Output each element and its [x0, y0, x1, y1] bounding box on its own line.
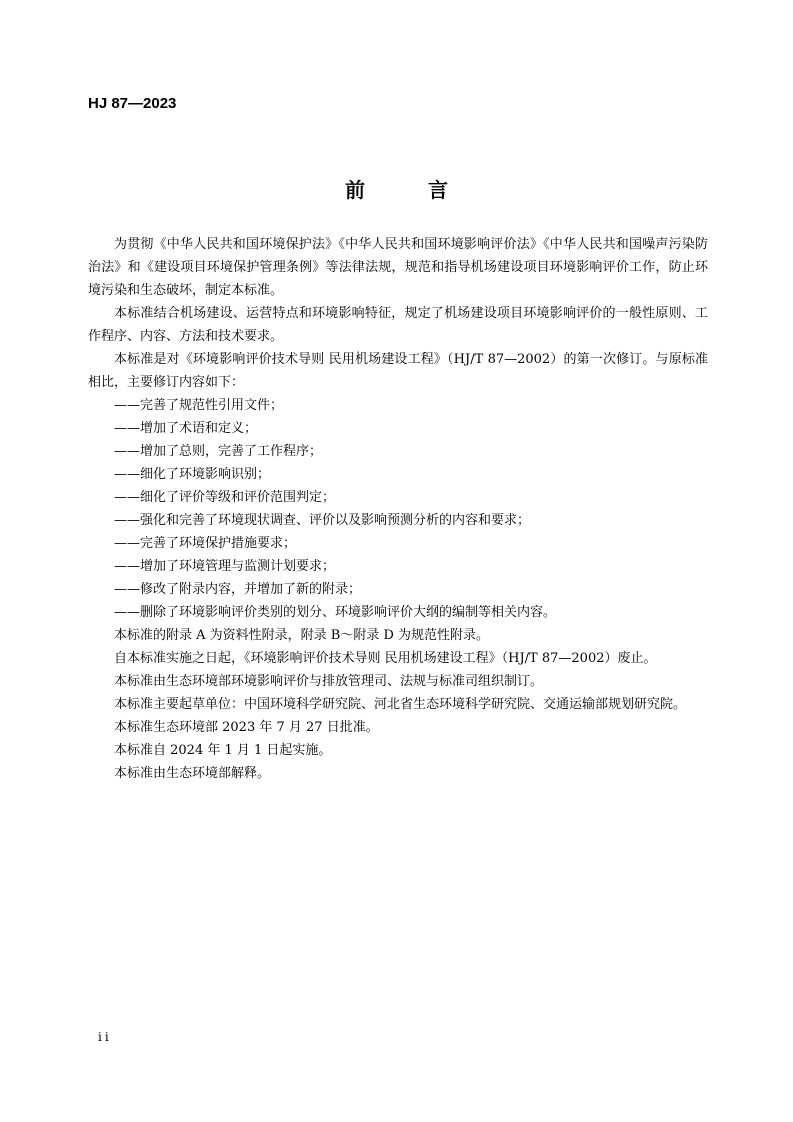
- revision-item: ——强化和完善了环境现状调查、评价以及影响预测分析的内容和要求；: [114, 513, 531, 528]
- revision-item: ——增加了总则，完善了工作程序；: [114, 444, 323, 459]
- revision-item: ——细化了评价等级和评价范围判定；: [114, 490, 336, 505]
- foreword-body: [88, 233, 708, 785]
- revision-item: ——细化了环境影响识别；: [114, 467, 271, 482]
- paragraph-purpose: 为贯彻《中华人民共和国环境保护法》《中华人民共和国环境影响评价法》《中华人民共和国噪声污染防治法》和《建设项目环境保护管理条例》等法律法规，规范和指导机场建设项目环境影响评价工作，防止环境污染和生态破坏，制定本标准。: [88, 237, 708, 298]
- revision-item: ——完善了环境保护措施要求；: [114, 536, 297, 551]
- page-title: 前 言: [345, 178, 476, 202]
- paragraph-revision-intro: 本标准是对《环境影响评价技术导则 民用机场建设工程》（HJ/T 87—2002）的第一次修订。与原标准相比，主要修订内容如下：: [88, 352, 708, 390]
- paragraph-interpretation: 本标准由生态环境部解释。: [114, 766, 271, 781]
- revision-item: ——增加了术语和定义；: [114, 421, 258, 436]
- paragraph-effective: 本标准自 2024 年 1 月 1 日起实施。: [114, 743, 332, 758]
- paragraph-drafters: 本标准主要起草单位：中国环境科学研究院、河北省生态环境科学研究院、交通运输部规划研究院。: [114, 697, 687, 712]
- document-code: HJ 87—2023: [88, 95, 177, 112]
- paragraph-organizer: 本标准由生态环境部环境影响评价与排放管理司、法规与标准司组织制订。: [114, 674, 544, 689]
- page-number: ii: [98, 1030, 112, 1044]
- revision-item: ——修改了附录内容，并增加了新的附录；: [114, 582, 362, 597]
- paragraph-approval: 本标准生态环境部 2023 年 7 月 27 日批准。: [114, 720, 379, 735]
- paragraph-appendix: 本标准的附录 A 为资料性附录，附录 B～附录 D 为规范性附录。: [114, 628, 490, 643]
- paragraph-supersede: 自本标准实施之日起，《环境影响评价技术导则 民用机场建设工程》（HJ/T 87—2002）废止。: [114, 651, 657, 666]
- revision-item: ——完善了规范性引用文件；: [114, 398, 284, 413]
- revision-item: ——删除了环境影响评价类别的划分、环境影响评价大纲的编制等相关内容。: [114, 605, 557, 620]
- paragraph-scope: 本标准结合机场建设、运营特点和环境影响特征，规定了机场建设项目环境影响评价的一般性原则、工作程序、内容、方法和技术要求。: [88, 306, 708, 344]
- revision-item: ——增加了环境管理与监测计划要求；: [114, 559, 336, 574]
